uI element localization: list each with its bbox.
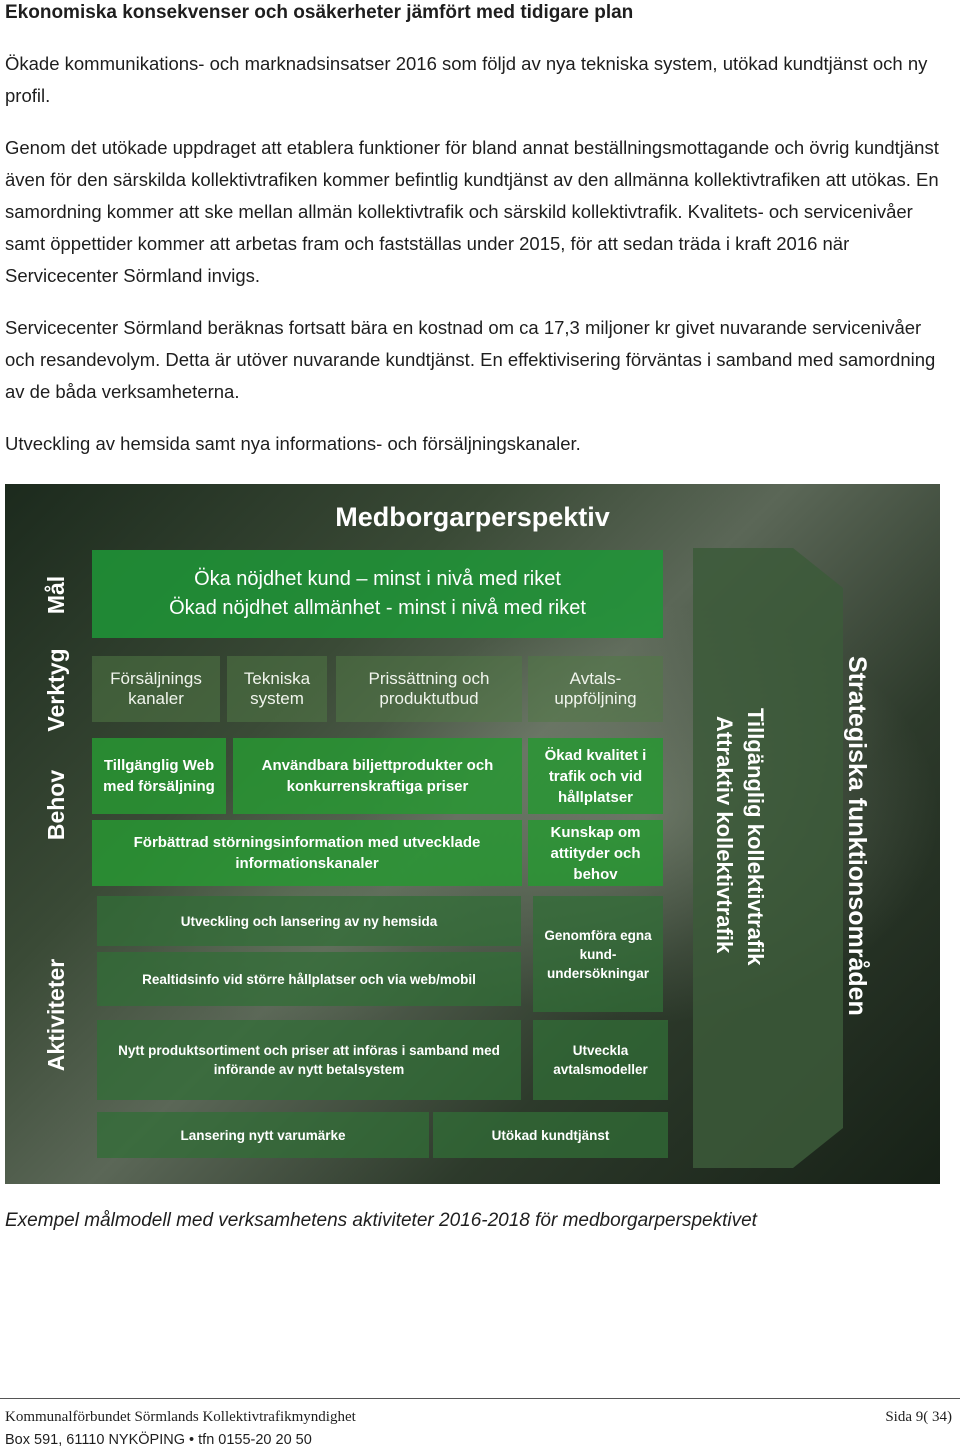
side-label-mal: Mål (43, 575, 69, 615)
activity-brand-launch: Lansering nytt varumärke (97, 1112, 429, 1158)
page-heading: Ekonomiska konsekvenser och osäkerheter jämfört med tidigare plan (5, 2, 634, 23)
activity-website: Utveckling och lansering av ny hemsida (97, 896, 521, 946)
paragraph-customer-service: Genom det utökade uppdraget att etablera funktioner för bland annat beställningsmottagande och övrig kundtjänst även för den särskilda kollektivtrafiken kommer befintlig kundtjänst av den allmänna kollektivtrafiken att utökas. En samordning kommer att ske mellan allmän kollektivtrafik och särskild kollektivtrafik. Kvalitets- och servicenivåer samt öppettider kommer att arbetas fram och fastställas under 2015, för att sedan träda i kraft 2016 när Servicecenter Sörmland invigs. (5, 137, 939, 286)
need-quality: Ökad kvalitet i trafik och vid hållplatser (528, 738, 663, 814)
activity-realtime-info: Realtidsinfo vid större hållplatser och via web/mobil (97, 952, 521, 1006)
tool-sales-channels: Försäljnings kanaler (92, 656, 220, 722)
arrow-line-accessible: Tillgänglig kollektivtrafik (743, 708, 768, 966)
footer-divider (0, 1398, 960, 1399)
tool-contract-followup: Avtals-uppföljning (528, 656, 663, 722)
footer-page-number: Sida 9( 34) (885, 1409, 952, 1425)
activity-contract-models: Utveckla avtalsmodeller (533, 1020, 668, 1100)
goal-line-customer: Öka nöjdhet kund – minst i nivå med riket (194, 568, 561, 590)
goal-box (92, 550, 663, 638)
need-ticket-products: Användbara biljettprodukter och konkurrenskraftiga priser (233, 738, 522, 814)
paragraph-marketing: Ökade kommunikations- och marknadsinsatser 2016 som följd av nya tekniska system, utökad kundtjänst och ny profil. (5, 53, 928, 106)
goal-line-public: Ökad nöjdhet allmänhet - minst i nivå med riket (169, 597, 586, 619)
diagram-caption: Exempel målmodell med verksamhetens aktiviteter 2016-2018 för medborgarperspektivet (5, 1210, 757, 1231)
activity-extended-service: Utökad kundtjänst (433, 1112, 668, 1158)
need-web-sales: Tillgänglig Web med försäljning (92, 738, 226, 814)
strategic-areas-label: Strategiska funktionsområden (843, 656, 871, 1016)
strategy-arrow (693, 548, 938, 1168)
arrow-line-attractive: Attraktiv kollektivtrafik (712, 716, 737, 954)
footer-address: Box 591, 61110 NYKÖPING • tfn 0155-20 20 50 (5, 1432, 312, 1448)
need-disruption-info: Förbättrad störningsinformation med utvecklade informationskanaler (92, 820, 522, 886)
tool-pricing: Prissättning och produktutbud (336, 656, 522, 722)
footer-organization: Kommunalförbundet Sörmlands Kollektivtrafikmyndighet (5, 1409, 356, 1425)
diagram-title: Medborgarperspektiv (335, 502, 610, 532)
side-label-behov: Behov (43, 769, 69, 841)
paragraph-website: Utveckling av hemsida samt nya informations- och försäljningskanaler. (5, 433, 581, 454)
paragraph-servicecenter-cost: Servicecenter Sörmland beräknas fortsatt bära en kostnad om ca 17,3 miljoner kr givet nuvarande servicenivåer och resandevolym. Detta är utöver nuvarande kundtjänst. En effektivisering förväntas i samband med samordning av de båda verksamheterna. (5, 317, 936, 402)
tool-technical-systems: Tekniska system (227, 656, 327, 722)
activity-product-range: Nytt produktsortiment och priser att införas i samband med införande av nytt betalsystem (97, 1020, 521, 1100)
activity-surveys: Genomföra egna kund-undersökningar (533, 896, 663, 1012)
need-knowledge: Kunskap om attityder och behov (528, 820, 663, 886)
goal-model-diagram (5, 484, 940, 1184)
side-label-aktiviteter: Aktiviteter (43, 958, 69, 1072)
side-label-verktyg: Verktyg (43, 648, 69, 732)
